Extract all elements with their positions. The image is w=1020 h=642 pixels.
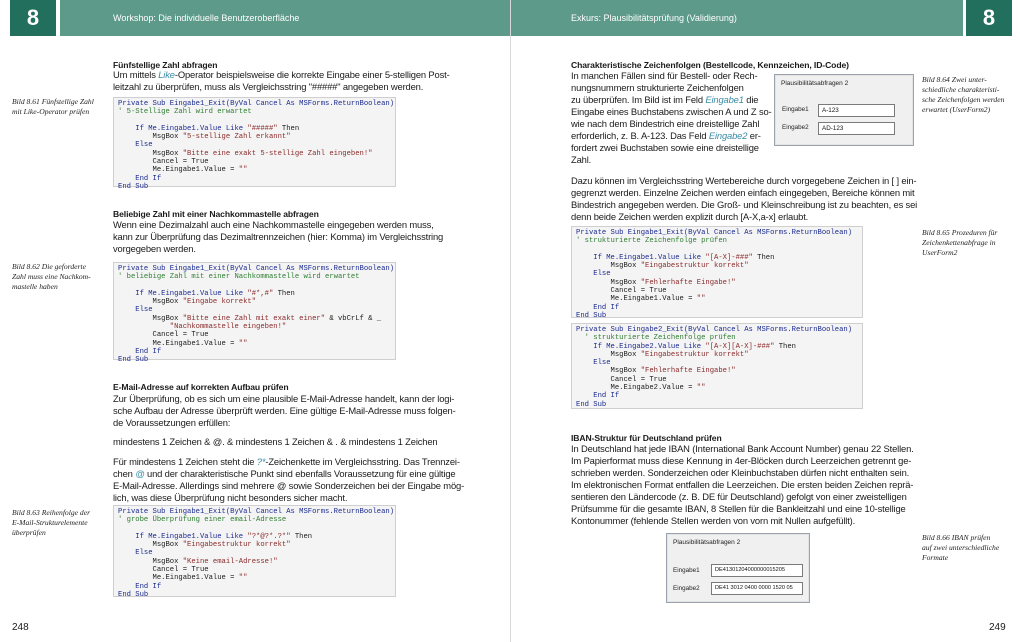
figure-caption: Bild 8.62 Die geforderte Zahl muss eine Nachkom- mastelle haben bbox=[12, 262, 91, 291]
code-line: MsgBox "Fehlerhafte Eingabe!" bbox=[576, 367, 736, 376]
chapter-number-box: 8 bbox=[10, 0, 56, 36]
section-text: In manchen Fällen sind für Bestell- oder Rech- nungsnummern strukturierte Zeichenfolgen zu überprüfen. Im Bild ist im Feld Eingabe1 die Eingabe eines Buchstabens zwischen A und Z so- wie nach dem Bindestrich eine dreistellige Zahl erforderlich, z. B. A-123. Das Feld Eingabe2 er- fordert zwei Buchstaben sowie eine dreistellige Zahl. bbox=[571, 70, 772, 165]
code-line bbox=[118, 525, 391, 533]
code-line: If Me.Eingabe1.Value Like "[A-X]-###" Then bbox=[576, 253, 775, 262]
code-line: MsgBox "5-stellige Zahl erkannt" bbox=[118, 133, 291, 142]
page-number: 248 bbox=[12, 622, 29, 633]
section-text bbox=[113, 69, 453, 93]
code-line: Cancel = True bbox=[118, 566, 209, 575]
eingabe1-field[interactable]: A-123 bbox=[818, 104, 895, 117]
code-line: MsgBox "Eingabe korrekt" bbox=[118, 298, 257, 307]
section-heading: Fünfstellige Zahl abfragen bbox=[113, 60, 218, 70]
code-line: Cancel = True bbox=[576, 375, 667, 384]
code-line: End If bbox=[576, 392, 620, 401]
code-line: Private Sub Eingabe2_Exit(ByVal Cancel As MSForms.ReturnBoolean) bbox=[576, 326, 853, 334]
code-line: Else bbox=[118, 306, 153, 315]
figure-caption: Bild 8.66 IBAN prüfen auf zwei unterschiedliche Formate bbox=[922, 533, 1000, 562]
code-line: Else bbox=[576, 359, 611, 368]
dialog-title: Plausibilitätsabfragen 2 bbox=[673, 539, 741, 546]
section-text: Zur Überprüfung, ob es sich um eine plausible E-Mail-Adresse handelt, kann der logi- sche Aufbau der Adresse überprüft werden. Eine gültige E-Mail-Adresse muss folgen- de Voraussetzungen erfüllen: bbox=[113, 393, 456, 428]
figure-caption: Bild 8.61 Fünfstellige Zahl mit Like-Operator prüfen bbox=[12, 97, 94, 116]
code-line: If Me.Eingabe1.Value Like "#####" Then bbox=[118, 124, 300, 133]
eingabe2-label: Eingabe2 bbox=[782, 124, 809, 131]
code-line: Cancel = True bbox=[118, 158, 209, 167]
code-block bbox=[571, 323, 863, 409]
code-line: "Nachkommastelle eingeben!" bbox=[169, 323, 287, 332]
code-line: ' strukturierte Zeichenfolge prüfen bbox=[576, 334, 736, 343]
code-line: End If bbox=[118, 174, 162, 183]
chapter-number-box: 8 bbox=[966, 0, 1012, 36]
code-line: MsgBox "Fehlerhafte Eingabe!" bbox=[576, 278, 736, 287]
code-line: Private Sub Eingabe1_Exit(ByVal Cancel As MSForms.ReturnBoolean) bbox=[118, 508, 395, 516]
code-line: MsgBox "Eingabestruktur korrekt" bbox=[118, 541, 291, 550]
figure-caption: Bild 8.64 Zwei unter- schiedliche charakteristi- sche Zeichenfolgen werden erwartet (UserForm2) bbox=[922, 75, 1005, 114]
code-block bbox=[113, 505, 396, 597]
page-number: 249 bbox=[989, 622, 1006, 633]
section-text: Dazu können im Vergleichsstring Wertebereiche durch vorgegebene Zeichen in [ ] ein- gegrenzt werden. Einzelne Zeichen werden einfach eingegeben, Bereiche können mit Bindestrich angegeben werden. Die Groß- und Kleinschreibung ist zu beachten, es sei denn beide Zeichen werden explizit durch [A-X,a-x] erlaubt. bbox=[571, 175, 918, 222]
text-line: Um mittels Like-Operator beispielsweise die korrekte Eingabe einer 5-stelligen Post- bbox=[113, 69, 450, 80]
code-line: End Sub bbox=[576, 311, 607, 320]
code-line: Else bbox=[118, 549, 153, 558]
code-line: MsgBox "Eingabestruktur korrekt" bbox=[576, 350, 749, 359]
eingabe1-field[interactable]: DE41301204000000015205 bbox=[711, 564, 803, 577]
section-text: Wenn eine Dezimalzahl auch eine Nachkommastelle eingegeben werden muss, kann zur Überprüfung das Dezimaltrennzeichen (hier: Komma) im Vergleichsstring vorgegeben werden. bbox=[113, 219, 444, 254]
code-line: Me.Eingabe1.Value = "" bbox=[118, 574, 248, 583]
section-heading: Beliebige Zahl mit einer Nachkommastelle abfragen bbox=[113, 209, 319, 219]
figure-caption: Bild 8.65 Prozeduren für Zeichenkettenabfrage in UserForm2 bbox=[922, 228, 998, 257]
code-line: End If bbox=[118, 582, 162, 591]
code-line: If Me.Eingabe1.Value Like "#*,#" Then bbox=[118, 289, 295, 298]
section-heading: IBAN-Struktur für Deutschland prüfen bbox=[571, 433, 722, 443]
code-line: If Me.Eingabe2.Value Like "[A-X][A-X]-###" Then bbox=[576, 342, 796, 351]
code-line: Private Sub Eingabe1_Exit(ByVal Cancel As MSForms.ReturnBoolean) bbox=[118, 100, 395, 108]
code-line: Cancel = True bbox=[118, 331, 209, 340]
right-page bbox=[510, 0, 1020, 642]
code-line: ' strukturierte Zeichenfolge prüfen bbox=[576, 237, 727, 246]
figure-caption: Bild 8.63 Reihenfolge der E-Mail-Strukturelemente überprüfen bbox=[12, 508, 91, 537]
eingabe1-label: Eingabe1 bbox=[782, 106, 809, 113]
code-line: Me.Eingabe1.Value = "" bbox=[118, 166, 248, 175]
requirements-text: mindestens 1 Zeichen & @. & mindestens 1 Zeichen & . & mindestens 1 Zeichen bbox=[113, 436, 438, 447]
code-line: End If bbox=[118, 347, 162, 356]
code-line: End Sub bbox=[118, 590, 149, 599]
code-line: Else bbox=[118, 141, 153, 150]
code-line: End Sub bbox=[118, 182, 149, 191]
code-line: ' beliebige Zahl mit einer Nachkommastelle wird erwartet bbox=[118, 273, 360, 282]
section-heading: E-Mail-Adresse auf korrekten Aufbau prüfen bbox=[113, 382, 289, 392]
code-line: Private Sub Eingabe1_Exit(ByVal Cancel As MSForms.ReturnBoolean) bbox=[576, 229, 853, 237]
code-line bbox=[118, 117, 391, 125]
code-line: Else bbox=[576, 270, 611, 279]
code-line: ' 5-Stellige Zahl wird erwartet bbox=[118, 108, 252, 117]
code-line: End Sub bbox=[118, 356, 149, 365]
code-line: Me.Eingabe1.Value = "" bbox=[576, 295, 706, 304]
code-line: ' grobe Überprüfung einer email-Adresse bbox=[118, 516, 287, 525]
section-heading: Charakteristische Zeichenfolgen (Bestellcode, Kennzeichen, ID-Code) bbox=[571, 60, 849, 70]
section-text: In Deutschland hat jede IBAN (International Bank Account Number) genau 22 Stellen. Im Papierformat muss diese Kennung in 4er-Blöcken durch Leerzeichen getrennt ge- schrieben werden. Sonderzeichen oder Kleinbuchstaben dürfen nicht enthalten sein. Im elektronischen Format entfallen die Leerzeichen. Die ersten beiden Zeichen reprä- sentieren den Ländercode (z. B. DE für Deutschland) gefolgt von einer zweistelligen Prüfsumme für die gesamte IBAN, 8 Stellen für die Bankleitzahl und eine 10-stellige Kontonummer (fehlende Stellen werden von vorn mit Nullen aufgefüllt). bbox=[571, 443, 914, 526]
header-title: Exkurs: Plausibilitätsprüfung (Validierung) bbox=[571, 13, 737, 23]
code-line bbox=[118, 282, 391, 290]
userform-dialog bbox=[666, 533, 810, 603]
text-line: leitzahl zu überprüfen, muss als Vergleichsstring "#####" angegeben werden. bbox=[113, 81, 424, 92]
code-block bbox=[113, 262, 396, 365]
eingabe2-label: Eingabe2 bbox=[673, 585, 700, 592]
code-line: Private Sub Eingabe1_Exit(ByVal Cancel As MSForms.ReturnBoolean) bbox=[118, 265, 395, 273]
code-line: MsgBox "Bitte eine exakt 5-stellige Zahl eingeben!" bbox=[118, 149, 373, 158]
code-block bbox=[113, 97, 396, 191]
section-text: Für mindestens 1 Zeichen steht die ?*-Zeichenkette im Vergleichsstring. Das Trennzei- chen @ und der charakteristische Punkt sind ebenfalls Voraussetzung für eine gültige E-Mail-Adresse. Allerdings sind mehrere @ sowie Sonderzeichen bei der Eingabe mög- lich, was diese Überprüfung nicht besonders sicher macht. bbox=[113, 456, 465, 503]
code-line: Cancel = True bbox=[576, 287, 667, 296]
eingabe2-field[interactable]: AD-123 bbox=[818, 122, 895, 135]
eingabe1-label: Eingabe1 bbox=[673, 567, 700, 574]
code-block bbox=[571, 226, 863, 318]
header-title: Workshop: Die individuelle Benutzeroberfläche bbox=[113, 13, 300, 23]
eingabe2-field[interactable]: DE41 3012 0400 0000 1520 05 bbox=[711, 582, 803, 595]
code-line: End Sub bbox=[576, 400, 607, 409]
code-line: MsgBox "Bitte eine Zahl mit exakt einer" & vbCrLf & _ bbox=[118, 314, 382, 323]
code-line: Me.Eingabe1.Value = "" bbox=[118, 339, 248, 348]
code-line: If Me.Eingabe1.Value Like "?*@?*.?*" Then bbox=[118, 532, 313, 541]
code-line: MsgBox "Keine email-Adresse!" bbox=[118, 557, 278, 566]
dialog-title: Plausibilitätsabfragen 2 bbox=[781, 80, 849, 87]
code-line: Me.Eingabe2.Value = "" bbox=[576, 384, 706, 393]
code-line bbox=[576, 246, 858, 254]
code-line: MsgBox "Eingabestruktur korrekt" bbox=[576, 262, 749, 271]
code-line: End If bbox=[576, 303, 620, 312]
userform-dialog bbox=[774, 74, 914, 146]
